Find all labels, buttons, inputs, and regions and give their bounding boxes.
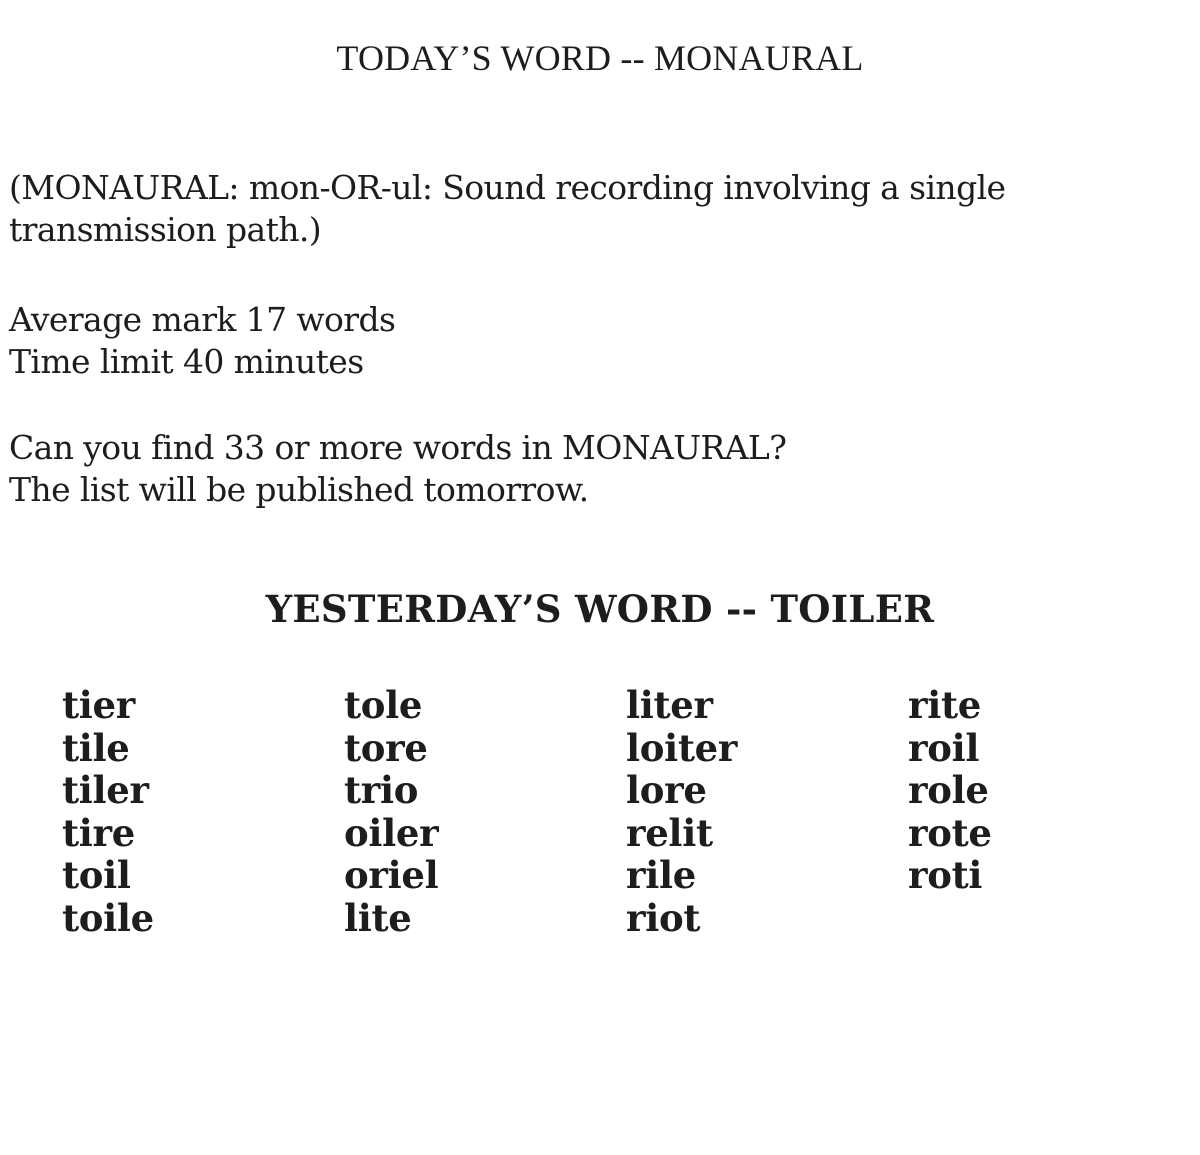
word-list-item: rile bbox=[626, 853, 696, 897]
word-list-item: trio bbox=[344, 768, 419, 812]
word-definition bbox=[9, 167, 1129, 251]
word-list-item: roil bbox=[908, 725, 980, 770]
yesterdays-word-title: YESTERDAY’S WORD -- TOILER bbox=[265, 587, 935, 631]
word-list-item: oiler bbox=[344, 810, 439, 855]
word-list-item: lite bbox=[344, 895, 412, 940]
word-list-item: lore bbox=[626, 768, 707, 812]
challenge-question: Can you find 33 or more words in MONAURAL? bbox=[9, 428, 787, 467]
word-list-item: liter bbox=[626, 683, 713, 727]
word-list-item: tore bbox=[344, 725, 428, 770]
word-list-item: roti bbox=[908, 853, 983, 897]
word-list-column-1 bbox=[62, 684, 332, 939]
word-list-item: loiter bbox=[626, 725, 738, 770]
word-list-item: oriel bbox=[344, 853, 439, 897]
average-mark: Average mark 17 words bbox=[9, 300, 396, 339]
word-list-item: role bbox=[908, 768, 989, 812]
word-list-item: riot bbox=[626, 895, 701, 940]
todays-word-title: TODAY’S WORD -- MONAURAL bbox=[336, 38, 864, 78]
word-list-item: rote bbox=[908, 810, 992, 855]
word-list-item: toil bbox=[62, 853, 131, 897]
word-list-item: tiler bbox=[62, 768, 149, 812]
word-list-column-3 bbox=[626, 684, 896, 939]
publish-note: The list will be published tomorrow. bbox=[9, 470, 589, 509]
word-list-item: toile bbox=[62, 895, 154, 940]
puzzle-stats bbox=[9, 299, 1129, 383]
word-list-item: relit bbox=[626, 810, 713, 855]
time-limit: Time limit 40 minutes bbox=[9, 342, 364, 381]
definition-line: (MONAURAL: mon-OR-ul: Sound recording involving a single bbox=[9, 168, 1006, 207]
word-list-item: tier bbox=[62, 683, 135, 727]
word-list-item: tile bbox=[62, 725, 130, 770]
word-list-item: tole bbox=[344, 683, 423, 727]
challenge-text bbox=[9, 427, 1129, 511]
word-list-column-4 bbox=[908, 684, 1178, 897]
word-list-item: tire bbox=[62, 810, 135, 855]
word-list-item: rite bbox=[908, 683, 981, 727]
word-list-column-2 bbox=[344, 684, 614, 939]
definition-line: transmission path.) bbox=[9, 210, 322, 249]
